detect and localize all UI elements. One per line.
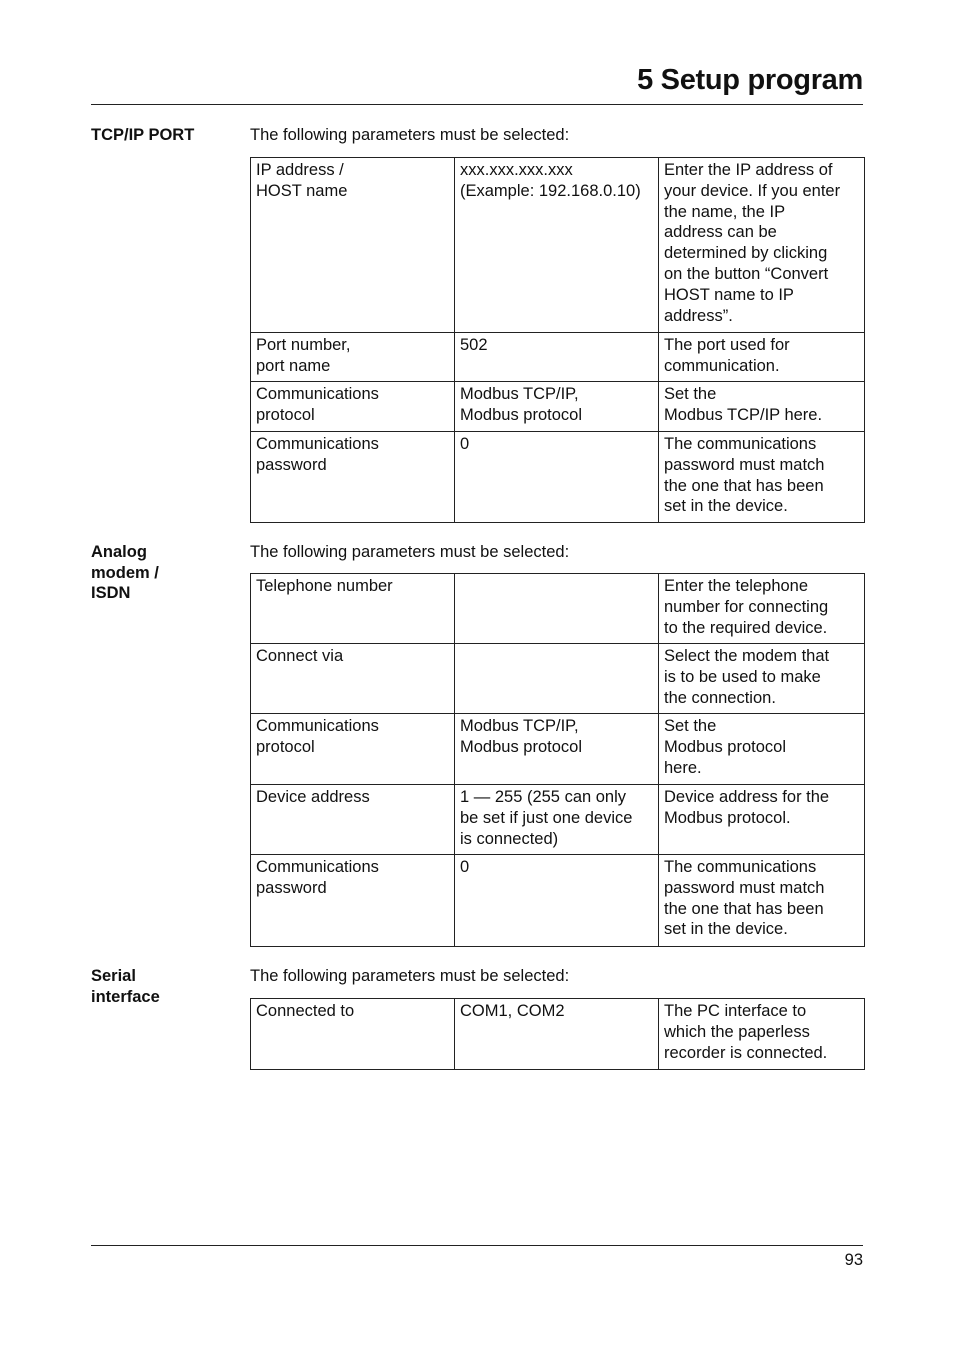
section-label: TCP/IP PORT [91,126,195,144]
parameter-description: Enter the telephone number for connecting to the required device. [659,574,865,644]
table-row [251,158,865,333]
table-row [251,855,865,947]
parameter-value [455,574,659,644]
parameter-name: Telephone number [251,574,455,644]
section-intro: The following parameters must be selected: [250,967,570,985]
section-label: Serial interface [91,967,160,1006]
table-row [251,333,865,382]
parameter-description: The port used for communication. [659,333,865,382]
table-row [251,382,865,432]
parameter-value: Modbus TCP/IP, Modbus protocol [455,382,659,432]
table-row [251,574,865,644]
parameter-description: Device address for the Modbus protocol. [659,785,865,855]
parameter-name: Communications password [251,432,455,523]
parameter-value: Modbus TCP/IP, Modbus protocol [455,714,659,785]
parameter-table [250,998,865,1070]
parameter-value [455,644,659,714]
parameter-name: Device address [251,785,455,855]
parameter-value: 0 [455,855,659,947]
header-rule [91,104,863,105]
parameter-value: 0 [455,432,659,523]
table-row [251,714,865,785]
parameter-name: Communications protocol [251,382,455,432]
parameter-table [250,573,865,947]
parameter-value: COM1, COM2 [455,999,659,1070]
parameter-value: 1 — 255 (255 can only be set if just one device is connected) [455,785,659,855]
parameter-name: Connect via [251,644,455,714]
parameter-name: Communications password [251,855,455,947]
parameter-description: Set the Modbus protocol here. [659,714,865,785]
parameter-description: Select the modem that is to be used to make the connection. [659,644,865,714]
parameter-value: xxx.xxx.xxx.xxx (Example: 192.168.0.10) [455,158,659,333]
parameter-value: 502 [455,333,659,382]
parameter-name: Communications protocol [251,714,455,785]
parameter-name: Connected to [251,999,455,1070]
parameter-table [250,157,865,523]
parameter-description: Set the Modbus TCP/IP here. [659,382,865,432]
parameter-description: The communications password must match the one that has been set in the device. [659,855,865,947]
parameter-description: The communications password must match the one that has been set in the device. [659,432,865,523]
table-row [251,644,865,714]
footer-rule [91,1245,863,1246]
parameter-name: Port number, port name [251,333,455,382]
table-row [251,999,865,1070]
section-intro: The following parameters must be selected: [250,543,570,561]
section-label: Analog modem / ISDN [91,543,159,602]
table-row [251,432,865,523]
parameter-name: IP address / HOST name [251,158,455,333]
page-title: 5 Setup program [637,64,863,96]
parameter-description: Enter the IP address of your device. If you enter the name, the IP address can be determined by clicking on the button “Convert HOST name to IP address”. [659,158,865,333]
section-intro: The following parameters must be selected: [250,126,570,144]
page-number: 93 [844,1251,863,1269]
table-row [251,785,865,855]
parameter-description: The PC interface to which the paperless recorder is connected. [659,999,865,1070]
